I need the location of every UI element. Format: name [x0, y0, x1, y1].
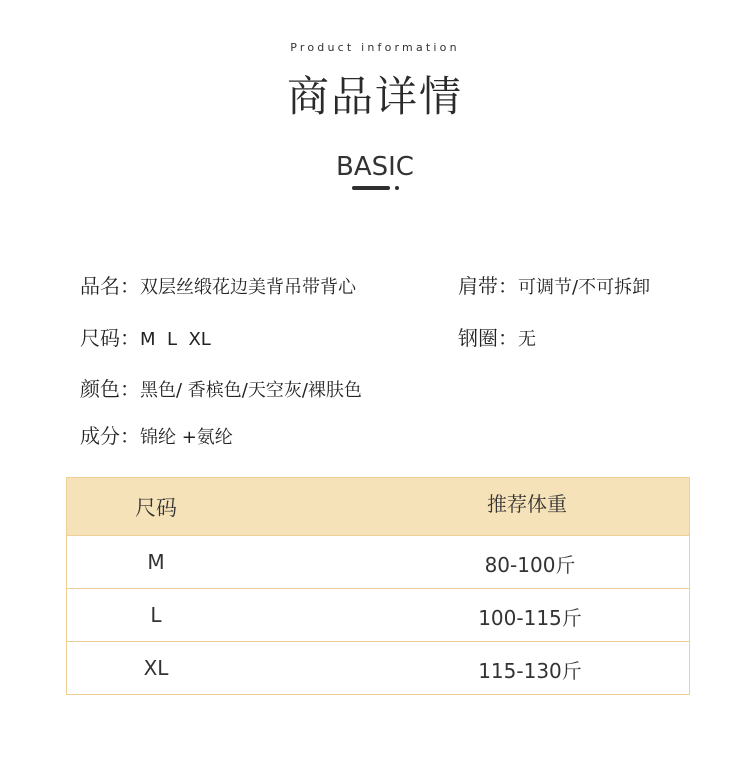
table-row: [67, 535, 689, 588]
table-row: [67, 641, 689, 694]
spec-size-value: M L XL: [140, 329, 211, 350]
spec-strap: [458, 270, 650, 299]
header-weight: 推荐体重: [487, 492, 567, 516]
section-underline-dot: [395, 186, 399, 190]
size-table-header: [67, 478, 689, 535]
spec-strap-value: 可调节/不可拆卸: [518, 277, 651, 298]
spec-material-value: 锦纶 +氨纶: [140, 427, 233, 448]
cell-weight: 80-100斤: [484, 553, 576, 577]
spec-wire-value: 无: [518, 329, 536, 350]
cell-weight: 100-115斤: [478, 606, 582, 630]
spec-material: [80, 420, 233, 449]
cell-size: M: [147, 550, 165, 574]
spec-name-label: 品名：: [80, 274, 140, 298]
spec-color: [80, 373, 362, 402]
size-table: [66, 477, 690, 695]
section-underline: [352, 186, 390, 190]
spec-material-label: 成分：: [80, 424, 140, 448]
spec-wire-label: 钢圈：: [458, 326, 518, 350]
spec-color-label: 颜色：: [80, 377, 140, 401]
spec-name: [80, 270, 356, 299]
page-title: 商品详情: [286, 72, 463, 121]
cell-size: L: [150, 603, 162, 627]
spec-strap-label: 肩带：: [458, 274, 518, 298]
subtitle-en: Product information: [290, 41, 460, 54]
cell-weight: 115-130斤: [478, 659, 582, 683]
spec-size-label: 尺码：: [80, 326, 140, 350]
spec-name-value: 双层丝缎花边美背吊带背心: [140, 277, 356, 298]
spec-wire: [458, 322, 536, 351]
section-label: BASIC: [336, 152, 414, 182]
cell-size: XL: [143, 656, 169, 680]
header-size: 尺码: [135, 496, 177, 520]
spec-size: [80, 322, 211, 351]
table-row: [67, 588, 689, 641]
spec-color-value: 黑色/ 香槟色/天空灰/裸肤色: [140, 380, 362, 401]
